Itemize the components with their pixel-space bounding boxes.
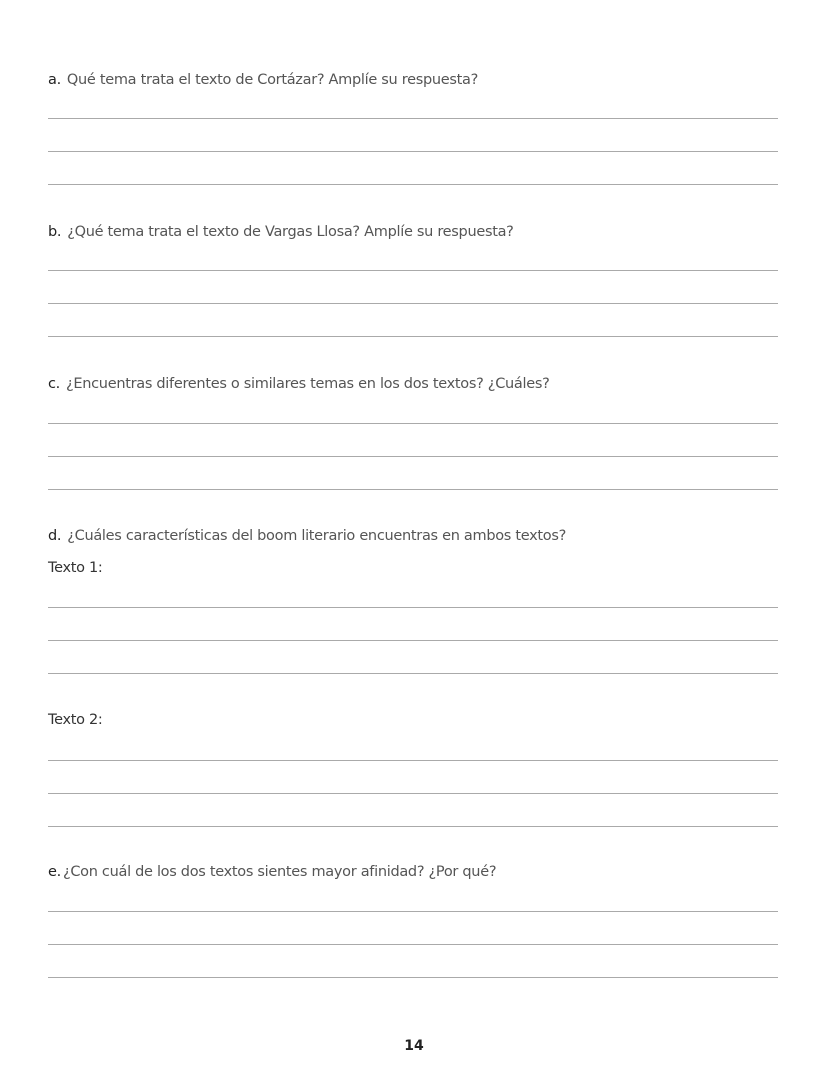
question-a: a. Qué tema trata el texto de Cortázar? Amplíe su respuesta? [48, 72, 479, 88]
page-number: 14 [404, 1038, 424, 1054]
answer-line[interactable] [48, 303, 778, 304]
answer-line[interactable] [48, 423, 778, 424]
answer-line[interactable] [48, 118, 778, 119]
answer-line[interactable] [48, 640, 778, 641]
answer-line[interactable] [48, 911, 778, 912]
answer-line[interactable] [48, 270, 778, 271]
question-d: d. ¿Cuáles características del boom literario encuentras en ambos textos? [48, 528, 567, 544]
answer-line[interactable] [48, 977, 778, 978]
answer-line[interactable] [48, 793, 778, 794]
answer-line[interactable] [48, 673, 778, 674]
answer-line[interactable] [48, 151, 778, 152]
answer-line[interactable] [48, 456, 778, 457]
answer-line[interactable] [48, 607, 778, 608]
answer-line[interactable] [48, 184, 778, 185]
answer-line[interactable] [48, 489, 778, 490]
answer-line[interactable] [48, 944, 778, 945]
answer-line[interactable] [48, 826, 778, 827]
question-c: c. ¿Encuentras diferentes o similares temas en los dos textos? ¿Cuáles? [48, 376, 550, 392]
texto-2-label: Texto 2: [48, 712, 103, 728]
texto-1-label: Texto 1: [48, 560, 103, 576]
answer-line[interactable] [48, 336, 778, 337]
answer-line[interactable] [48, 760, 778, 761]
question-e: e. ¿Con cuál de los dos textos sientes mayor afinidad? ¿Por qué? [48, 864, 497, 880]
question-b: b. ¿Qué tema trata el texto de Vargas Llosa? Amplíe su respuesta? [48, 224, 514, 240]
